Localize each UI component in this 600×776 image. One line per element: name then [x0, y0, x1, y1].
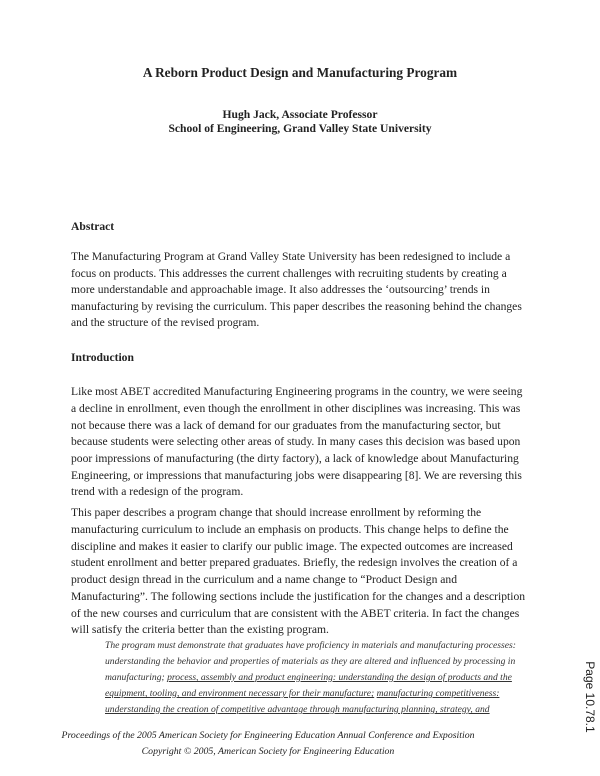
footer-copyright: Copyright © 2005, American Society for Engineering Education [141, 746, 395, 757]
text-line: not because there was a lack of demand for our graduates from the manufacturing sector, but [71, 419, 501, 432]
text-line: The Manufacturing Program at Grand Valley State University has been redesigned to include a [71, 250, 511, 263]
text-line: Engineering, or impressions that manufacturing jobs were disappearing [8]. We are reversing this [71, 469, 522, 482]
quote-line: understanding the behavior and properties of materials as they are altered and influenced by processing in [105, 656, 516, 667]
text-line: trend with a redesign of the program. [71, 485, 244, 498]
text-line: because students were selecting other areas of study. In many cases this decision was based upon [71, 435, 521, 448]
introduction-heading: Introduction [71, 351, 134, 364]
quote-line: The program must demonstrate that graduates have proficiency in materials and manufacturing processes: [105, 640, 516, 651]
text-line: student enrollment and better prepared graduates. Briefly, the redesign involves the creation of a [71, 556, 518, 569]
text-line: Like most ABET accredited Manufacturing Engineering programs in the country, we were seeing [71, 385, 523, 398]
text-line: discipline and makes it easier to clarify our public image. The expected outcomes are increased [71, 540, 513, 553]
text-line: product design thread in the curriculum and a name change to “Product Design and [71, 573, 458, 586]
underlined-text: equipment, tooling, and environment necessary for their manufacture; [105, 688, 375, 699]
text-line: will satisfy the criteria better than the existing program. [71, 623, 329, 636]
text-line: manufacturing curriculum to include an emphasis on products. This change helps to define the [71, 523, 509, 536]
text-line: a decline in enrollment, even though the enrollment in other disciplines was increasing. This was [71, 402, 521, 415]
author-name: Hugh Jack, Associate Professor [222, 108, 378, 121]
abstract-heading: Abstract [71, 220, 115, 233]
page-number-label: Page 10.78.1 [583, 661, 597, 733]
text-line: poor impressions of manufacturing (the dirty factory), a lack of knowledge about Manufacturing [71, 452, 519, 465]
underlined-text: manufacturing competitiveness: [376, 688, 500, 699]
paper-title: A Reborn Product Design and Manufacturing Program [142, 65, 458, 80]
footer-proceedings: Proceedings of the 2005 American Society for Engineering Education Annual Conference and Exposition [61, 730, 475, 741]
text-line: manufacturing by revising the curriculum. This paper describes the reasoning behind the changes [71, 300, 522, 313]
quote-text: manufacturing; [105, 672, 168, 683]
underlined-text: process, assembly and product engineering: understanding the design of products and the [167, 672, 512, 683]
text-line: This paper describes a program change that should increase enrollment by reforming the [71, 506, 482, 519]
quote-line [105, 672, 512, 683]
text-line: of the new courses and curriculum that are consistent with the ABET criteria. In fact the changes [71, 607, 520, 620]
quote-line: understanding the creation of competitive advantage through manufacturing planning, strategy, and [105, 704, 490, 715]
text-line: Manufacturing”. The following sections include the justification for the changes and a description [71, 590, 526, 603]
author-affiliation: School of Engineering, Grand Valley State University [168, 122, 432, 135]
quote-line [105, 688, 499, 699]
text-line: and the structure of the revised program. [71, 316, 260, 329]
text-line: focus on products. This addresses the current challenges with recruiting students by creating a [71, 267, 507, 280]
text-line: more understandable and approachable image. It also addresses the ‘outsourcing’ trends in [71, 283, 490, 296]
